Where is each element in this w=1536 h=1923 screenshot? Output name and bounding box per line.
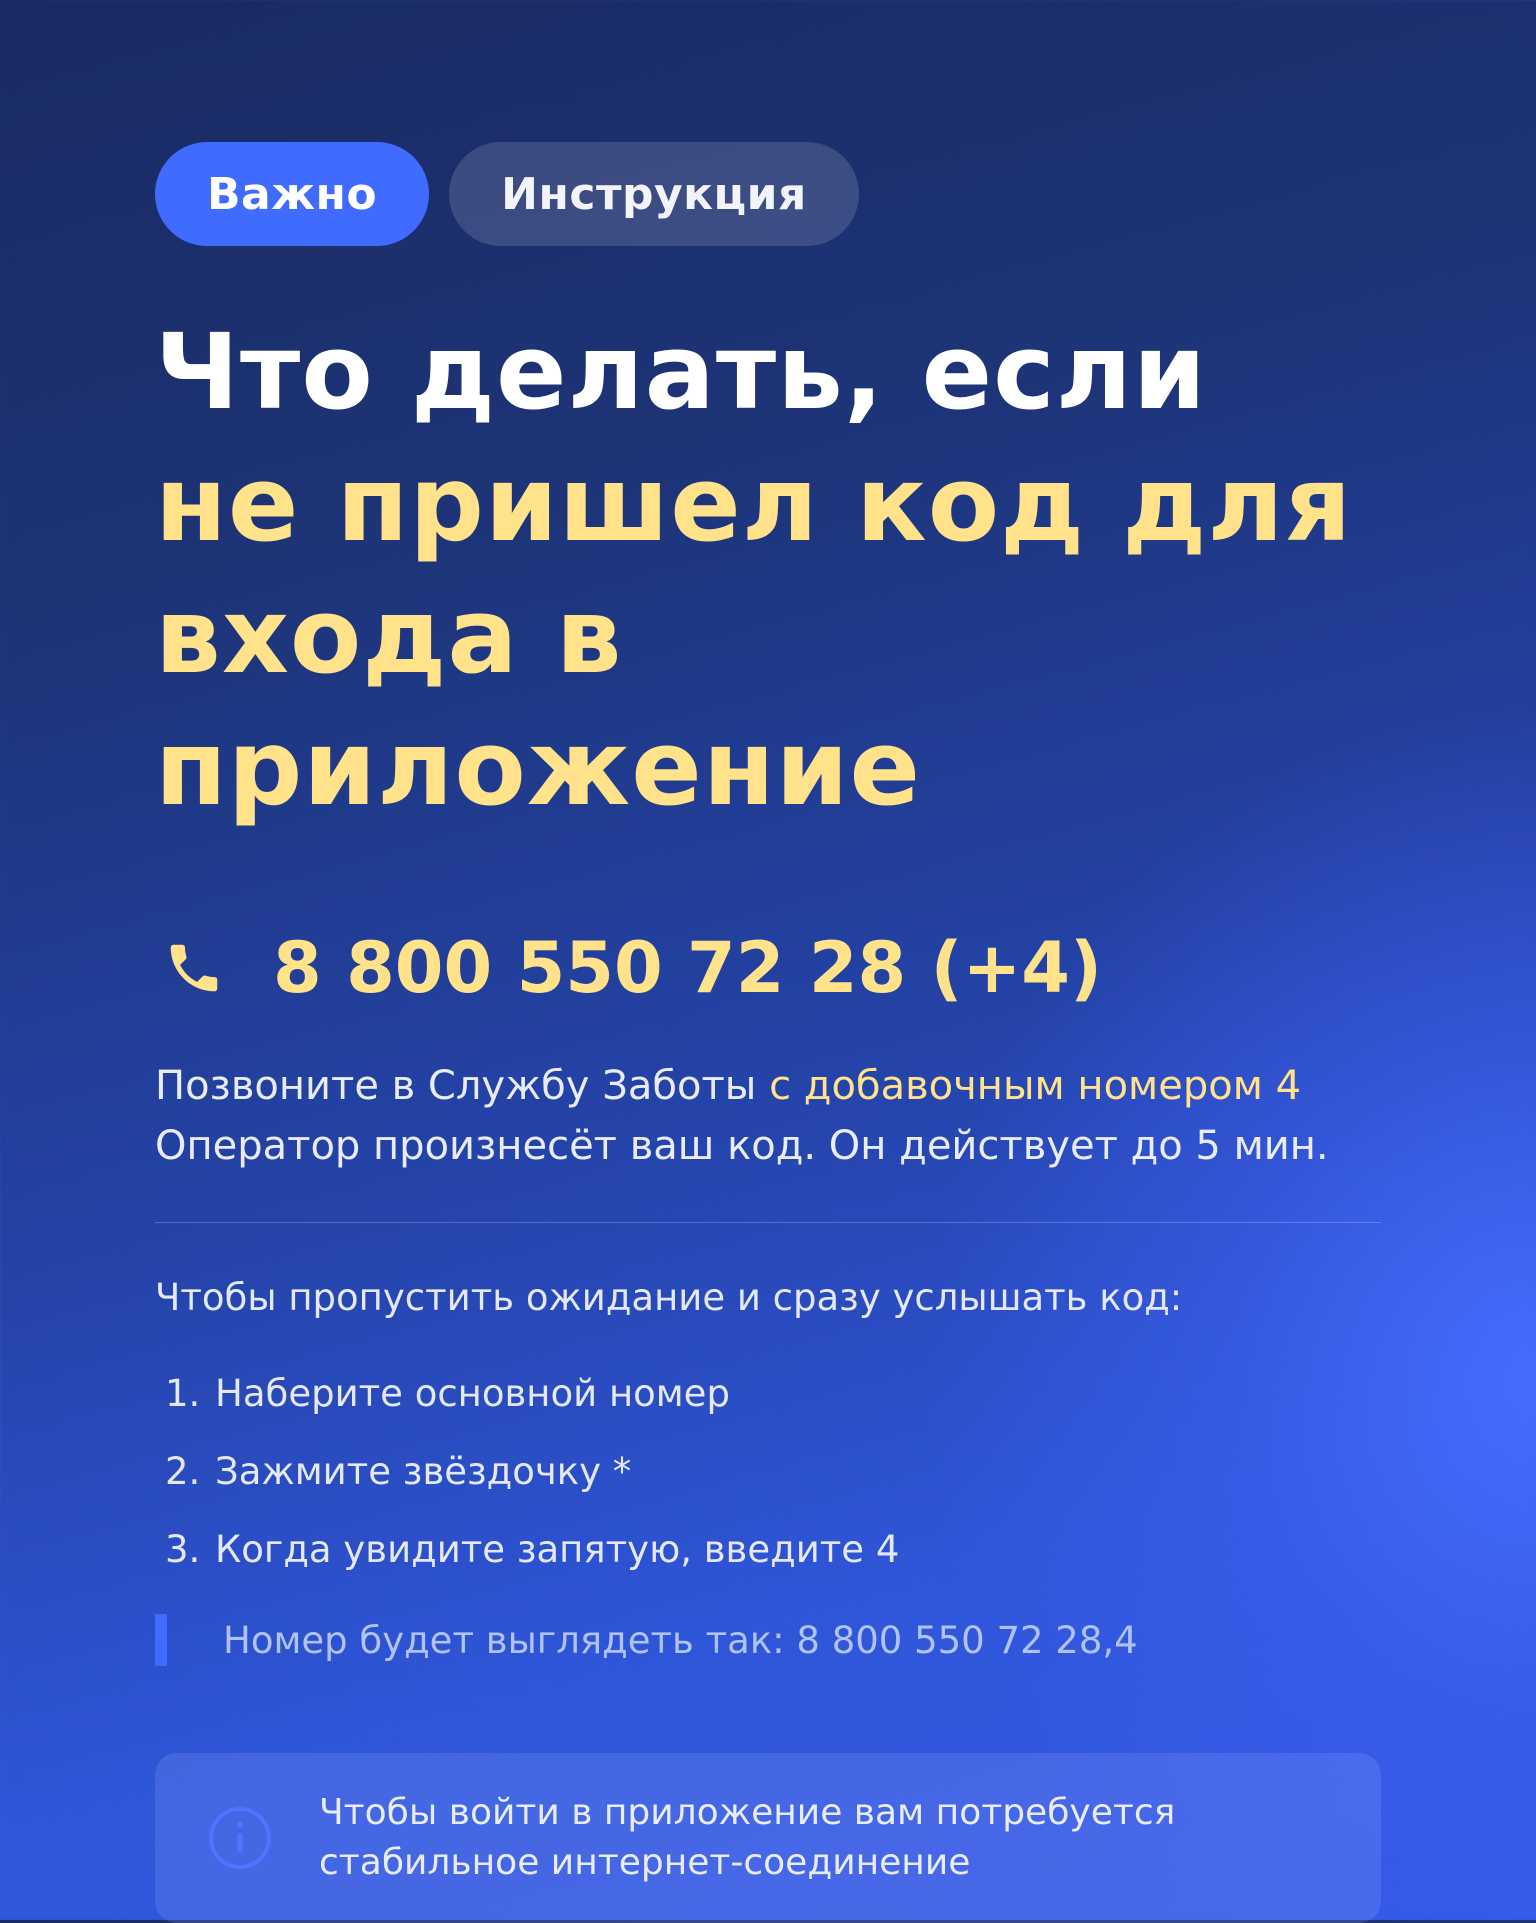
number-example-note — [155, 1613, 1381, 1667]
title-line-2: не пришел код для — [155, 443, 1353, 565]
phone-link[interactable] — [155, 926, 1381, 1010]
list-item — [165, 1447, 1381, 1497]
desc-highlight: с добавочным номером 4 — [769, 1063, 1302, 1109]
note-text: Номер будет выглядеть так: 8 800 550 72 28,4 — [223, 1618, 1138, 1662]
title-line-1: Что делать, если — [155, 311, 1207, 433]
desc-plain: Позвоните в Службу Заботы — [155, 1063, 770, 1109]
list-item — [165, 1525, 1381, 1575]
step-text: Зажмите звёздочку * — [215, 1450, 632, 1493]
page-title — [155, 306, 1381, 834]
info-line-2: стабильное интернет-соединение — [319, 1842, 971, 1883]
step-number: 1. — [165, 1372, 201, 1415]
call-description — [155, 1056, 1381, 1176]
info-banner — [155, 1753, 1381, 1923]
list-item — [165, 1369, 1381, 1419]
info-icon — [207, 1805, 273, 1871]
desc-line-1 — [155, 1056, 1381, 1116]
info-line-1: Чтобы войти в приложение вам потребуется — [319, 1792, 1176, 1833]
step-text: Когда увидите запятую, введите 4 — [215, 1528, 900, 1571]
phone-icon — [161, 935, 227, 1001]
skip-intro: Чтобы пропустить ожидание и сразу услышать код: — [155, 1276, 1183, 1319]
desc-line-2: Оператор произнесёт ваш код. Он действует до 5 мин. — [155, 1123, 1329, 1169]
title-line-3: входа в приложение — [155, 575, 922, 829]
step-number: 2. — [165, 1450, 201, 1493]
step-text: Наберите основной номер — [215, 1372, 730, 1415]
steps-list — [165, 1369, 1381, 1575]
instruction-card — [155, 142, 1381, 1923]
tag-instruction[interactable]: Инструкция — [449, 142, 859, 246]
tag-important[interactable]: Важно — [155, 142, 429, 246]
tag-row — [155, 142, 1381, 246]
step-number: 3. — [165, 1528, 201, 1571]
info-text — [319, 1788, 1175, 1888]
phone-number: 8 800 550 72 28 (+4) — [273, 927, 1102, 1009]
divider — [155, 1222, 1381, 1223]
quote-bar — [155, 1614, 167, 1666]
